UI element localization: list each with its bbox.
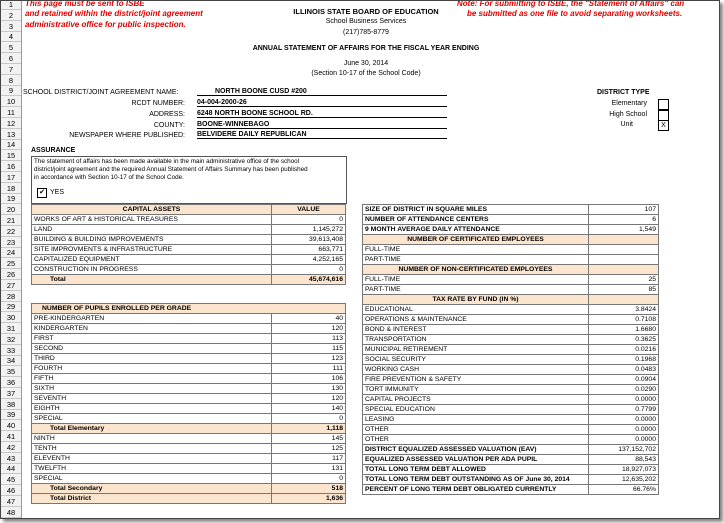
row-number[interactable]: 1 (1, 0, 21, 10)
row-number[interactable]: 32 (1, 335, 21, 345)
row-number[interactable]: 40 (1, 421, 21, 431)
notice-right-line-1: Note: For submitting to ISBE, the "Statement of Affairs" can (457, 0, 685, 8)
row-number[interactable]: 11 (1, 108, 21, 118)
capital-asset-label: BUILDING & BUILDING IMPROVEMENTS (32, 235, 272, 245)
statistics-row (363, 345, 659, 355)
row-number[interactable]: 12 (1, 119, 21, 129)
statistic-value[interactable]: 0.0290 (589, 385, 659, 395)
grade-enrollment-value[interactable]: 0 (272, 414, 346, 424)
statistics-row (363, 475, 659, 485)
row-number[interactable]: 45 (1, 475, 21, 485)
row-number[interactable]: 26 (1, 270, 21, 280)
row-number[interactable]: 8 (1, 76, 21, 86)
grade-enrollment-value[interactable]: 106 (272, 374, 346, 384)
statistic-label: FULL-TIME (363, 245, 589, 255)
statistics-row (363, 375, 659, 385)
capital-asset-value[interactable]: 0 (272, 215, 346, 225)
pupils-grade-row (32, 404, 346, 414)
row-number[interactable]: 38 (1, 400, 21, 410)
row-number[interactable]: 29 (1, 302, 21, 312)
statistic-label: FIRE PREVENTION & SAFETY (363, 375, 589, 385)
row-number[interactable]: 19 (1, 194, 21, 204)
pupils-grade-row (32, 454, 346, 464)
notice-left-line-1: This page must be sent to ISBE (25, 0, 145, 8)
row-number[interactable]: 6 (1, 54, 21, 64)
grade-enrollment-value[interactable]: 123 (272, 354, 346, 364)
grade-enrollment-value[interactable]: 115 (272, 344, 346, 354)
district-type-elementary-label: Elementary (611, 100, 647, 107)
capital-assets-header: CAPITAL ASSETS (32, 205, 272, 215)
pupils-grade-row (32, 444, 346, 454)
statistic-label: PART-TIME (363, 285, 589, 295)
statistic-label: CAPITAL PROJECTS (363, 395, 589, 405)
statistic-label: TOTAL LONG TERM DEBT ALLOWED (363, 465, 589, 475)
pupils-enrolled-table (31, 303, 346, 504)
statistic-value[interactable]: 1,549 (589, 225, 659, 235)
statistics-row (363, 215, 659, 225)
statistic-value[interactable]: 0.0216 (589, 345, 659, 355)
assurance-title: ASSURANCE (31, 147, 76, 154)
statistics-row (363, 335, 659, 345)
grade-enrollment-value[interactable]: 113 (272, 334, 346, 344)
statistics-row (363, 315, 659, 325)
statistics-row (363, 285, 659, 295)
row-number[interactable]: 39 (1, 410, 21, 420)
row-number[interactable]: 43 (1, 454, 21, 464)
grade-label: SECOND (32, 344, 272, 354)
statistics-section-header: NUMBER OF CERTIFICATED EMPLOYEES (363, 235, 589, 245)
row-number[interactable]: 37 (1, 389, 21, 399)
capital-asset-value[interactable]: 1,145,272 (272, 225, 346, 235)
statistics-row (363, 225, 659, 235)
grade-enrollment-value[interactable]: 117 (272, 454, 346, 464)
pupils-grade-row (32, 394, 346, 404)
statistic-value[interactable]: 25 (589, 275, 659, 285)
statistics-row (363, 455, 659, 465)
statistic-label: TRANSPORTATION (363, 335, 589, 345)
statistics-row (363, 365, 659, 375)
district-type-unit-label: Unit (620, 121, 633, 128)
statistic-value[interactable]: 107 (589, 205, 659, 215)
capital-asset-label: SITE IMPROVMENTS & INFRASTRUCTURE (32, 245, 272, 255)
statistics-row (363, 275, 659, 285)
statistics-section-header-row (363, 265, 659, 275)
pupils-header: NUMBER OF PUPILS ENROLLED PER GRADE (32, 304, 346, 314)
notice-right-line-2: be submitted as one file to avoid separating worksheets. (467, 9, 683, 18)
statistic-label: TOTAL LONG TERM DEBT OUTSTANDING AS OF June 30, 2014 (363, 475, 589, 485)
capital-asset-row (32, 245, 346, 255)
statistic-label: NUMBER OF ATTENDANCE CENTERS (363, 215, 589, 225)
grade-enrollment-value: 1,118 (272, 424, 346, 434)
grade-label: Total Elementary (32, 424, 272, 434)
statistics-row (363, 305, 659, 315)
grade-enrollment-value[interactable]: 120 (272, 394, 346, 404)
pupils-grade-row (32, 474, 346, 484)
assurance-box (31, 156, 347, 204)
capital-asset-value[interactable]: 663,771 (272, 245, 346, 255)
capital-asset-value[interactable]: 39,613,408 (272, 235, 346, 245)
capital-assets-total-value: 45,674,616 (272, 275, 346, 285)
row-number[interactable]: 41 (1, 432, 21, 442)
row-number[interactable]: 47 (1, 497, 21, 507)
section-reference: (Section 10-17 of the School Code) (311, 70, 421, 77)
grade-label: THIRD (32, 354, 272, 364)
pupils-grade-row (32, 354, 346, 364)
statistic-value[interactable]: 3.8424 (589, 305, 659, 315)
row-number[interactable]: 22 (1, 227, 21, 237)
statistics-row (363, 465, 659, 475)
pupils-grade-row (32, 344, 346, 354)
pupils-total-row (32, 424, 346, 434)
row-number[interactable]: 18 (1, 184, 21, 194)
statistic-value[interactable]: 137,152,702 (589, 445, 659, 455)
page-title: ANNUAL STATEMENT OF AFFAIRS FOR THE FISCAL YEAR ENDING (252, 45, 480, 52)
grade-label: SIXTH (32, 384, 272, 394)
pupils-grade-row (32, 374, 346, 384)
statistics-section-header-row (363, 235, 659, 245)
statistics-section-header: TAX RATE BY FUND (IN %) (363, 295, 589, 305)
rcdt-label: RCDT NUMBER: (131, 100, 185, 107)
statistic-label: BOND & INTEREST (363, 325, 589, 335)
pupils-grade-row (32, 384, 346, 394)
statistic-value[interactable]: 1.6680 (589, 325, 659, 335)
assurance-checkbox-label: YES (50, 189, 65, 196)
fiscal-year-date: June 30, 2014 (343, 60, 389, 67)
pupils-grade-row (32, 364, 346, 374)
capital-asset-row (32, 235, 346, 245)
row-number[interactable]: 4 (1, 32, 21, 42)
statistic-value[interactable]: 88,543 (589, 455, 659, 465)
capital-assets-total-label: Total (32, 275, 272, 285)
statistic-label: OPERATIONS & MAINTENANCE (363, 315, 589, 325)
row-number[interactable]: 27 (1, 281, 21, 291)
statistics-row (363, 325, 659, 335)
statistic-label: EDUCATIONAL (363, 305, 589, 315)
grade-label: NINTH (32, 434, 272, 444)
statistic-label: OTHER (363, 425, 589, 435)
row-number[interactable]: 16 (1, 162, 21, 172)
agency-name: ILLINOIS STATE BOARD OF EDUCATION (293, 7, 439, 16)
grade-label: FIRST (32, 334, 272, 344)
capital-asset-value[interactable]: 0 (272, 265, 346, 275)
row-number[interactable]: 35 (1, 367, 21, 377)
statistic-value[interactable]: 0.0000 (589, 415, 659, 425)
statistics-row (363, 385, 659, 395)
row-number[interactable]: 31 (1, 324, 21, 334)
grade-label: ELEVENTH (32, 454, 272, 464)
statistic-label: SOCIAL SECURITY (363, 355, 589, 365)
district-name-value[interactable]: NORTH BOONE CUSD #200 (197, 88, 447, 96)
pupils-total-row (32, 494, 346, 504)
statistics-row (363, 205, 659, 215)
row-number[interactable]: 24 (1, 248, 21, 258)
statistic-label: DISTRICT EQUALIZED ASSESSED VALUATION (EAV) (363, 445, 589, 455)
grade-enrollment-value: 1,636 (272, 494, 346, 504)
statistic-label: PERCENT OF LONG TERM DEBT OBLIGATED CURRENTLY (363, 485, 589, 495)
row-number[interactable]: 28 (1, 292, 21, 302)
grade-enrollment-value[interactable]: 111 (272, 364, 346, 374)
capital-asset-row (32, 225, 346, 235)
assurance-checkbox[interactable]: ✔ (37, 188, 47, 198)
statistic-value[interactable]: 18,927,073 (589, 465, 659, 475)
row-number[interactable]: 7 (1, 65, 21, 75)
statistic-value[interactable]: 0.1968 (589, 355, 659, 365)
statistic-label: MUNICIPAL RETIREMENT (363, 345, 589, 355)
pupils-grade-row (32, 314, 346, 324)
row-number[interactable]: 44 (1, 464, 21, 474)
county-value[interactable]: BOONE-WINNEBAGO (197, 121, 447, 129)
pupils-grade-row (32, 414, 346, 424)
grade-enrollment-value[interactable]: 125 (272, 444, 346, 454)
row-number[interactable]: 25 (1, 259, 21, 269)
statistic-value[interactable]: 6 (589, 215, 659, 225)
assurance-text-line-2: district/joint agreement and the required Annual Statement of Affairs Summary has been published (34, 166, 308, 173)
row-number[interactable]: 34 (1, 356, 21, 366)
row-number[interactable]: 9 (1, 86, 21, 96)
grade-enrollment-value[interactable]: 131 (272, 464, 346, 474)
statistic-label: SIZE OF DISTRICT IN SQUARE MILES (363, 205, 589, 215)
grade-enrollment-value[interactable]: 140 (272, 404, 346, 414)
row-number[interactable]: 2 (1, 11, 21, 21)
row-number[interactable]: 13 (1, 130, 21, 140)
grade-label: PRE-KINDERGARTEN (32, 314, 272, 324)
statistic-label: WORKING CASH (363, 365, 589, 375)
statistic-value[interactable]: 0.0483 (589, 365, 659, 375)
row-number[interactable]: 10 (1, 97, 21, 107)
district-type-elementary-box[interactable] (658, 99, 669, 110)
grade-label: KINDERGARTEN (32, 324, 272, 334)
statistics-section-header-row (363, 295, 659, 305)
pupils-grade-row (32, 334, 346, 344)
capital-asset-label: CAPITALIZED EQUIPMENT (32, 255, 272, 265)
statistic-value[interactable]: 0.0000 (589, 435, 659, 445)
row-number[interactable]: 20 (1, 205, 21, 215)
notice-left-line-3: administrative office for public inspection. (25, 20, 186, 29)
grade-label: TWELFTH (32, 464, 272, 474)
grade-label: FOURTH (32, 364, 272, 374)
statistic-value[interactable]: 0.0904 (589, 375, 659, 385)
statistics-row (363, 415, 659, 425)
grade-enrollment-value[interactable]: 120 (272, 324, 346, 334)
district-type-unit-box[interactable]: X (658, 120, 669, 131)
statistic-label: EQUALIZED ASSESSED VALUATION PER ADA PUPIL (363, 455, 589, 465)
statistic-label: SPECIAL EDUCATION (363, 405, 589, 415)
statistics-row (363, 485, 659, 495)
capital-asset-value[interactable]: 4,252,165 (272, 255, 346, 265)
capital-assets-total-row (32, 275, 346, 285)
grade-label: SPECIAL (32, 414, 272, 424)
row-number[interactable]: 33 (1, 346, 21, 356)
row-number[interactable]: 48 (1, 508, 21, 518)
pupils-grade-row (32, 324, 346, 334)
row-number[interactable]: 46 (1, 486, 21, 496)
notice-left-line-2: and retained within the district/joint agreement (25, 9, 203, 18)
row-number[interactable]: 17 (1, 173, 21, 183)
capital-asset-label: CONSTRUCTION IN PROGRESS (32, 265, 272, 275)
statistic-value[interactable] (589, 245, 659, 255)
statistics-row (363, 425, 659, 435)
capital-asset-row (32, 215, 346, 225)
statistic-label: OTHER (363, 435, 589, 445)
division-name: School Business Services (325, 18, 407, 25)
statistic-value[interactable]: 0.0000 (589, 395, 659, 405)
row-number[interactable]: 21 (1, 216, 21, 226)
row-number[interactable]: 36 (1, 378, 21, 388)
capital-assets-value-header: VALUE (272, 205, 346, 215)
district-statistics-table (362, 204, 659, 495)
pupils-grade-row (32, 464, 346, 474)
newspaper-value[interactable]: BELVIDERE DAILY REPUBLICAN (197, 131, 447, 139)
grade-label: FIFTH (32, 374, 272, 384)
row-number[interactable]: 15 (1, 151, 21, 161)
statistic-value[interactable]: 0.0000 (589, 425, 659, 435)
assurance-text-line-3: in accordance with Section 10-17 of the School Code. (34, 174, 184, 181)
grade-label: Total Secondary (32, 484, 272, 494)
grade-label: TENTH (32, 444, 272, 454)
statistics-section-header: NUMBER OF NON-CERTIFICATED EMPLOYEES (363, 265, 589, 275)
statistic-value[interactable]: 66.76% (589, 485, 659, 495)
row-number[interactable]: 42 (1, 443, 21, 453)
row-number-gutter (1, 1, 22, 518)
statistic-label: TORT IMMUNITY (363, 385, 589, 395)
grade-label: SEVENTH (32, 394, 272, 404)
statistic-label: LEASING (363, 415, 589, 425)
statistic-value[interactable]: 0.7799 (589, 405, 659, 415)
assurance-text-line-1: The statement of affairs has been made available in the main administrative office of the school (34, 158, 300, 165)
county-label: COUNTY: (153, 122, 185, 129)
row-number[interactable]: 3 (1, 22, 21, 32)
statistics-row (363, 245, 659, 255)
grade-label: Total District (32, 494, 272, 504)
pupils-grade-row (32, 434, 346, 444)
district-type-title: DISTRICT TYPE (597, 89, 650, 96)
capital-asset-label: WORKS OF ART & HISTORICAL TREASURES (32, 215, 272, 225)
newspaper-label: NEWSPAPER WHERE PUBLISHED: (69, 132, 185, 139)
address-label: ADDRESS: (149, 111, 185, 118)
grade-enrollment-value[interactable]: 145 (272, 434, 346, 444)
address-value[interactable]: 6248 NORTH BOONE SCHOOL RD. (197, 110, 447, 118)
capital-assets-table (31, 204, 346, 285)
district-type-highschool-label: High School (609, 111, 647, 118)
district-name-label: SCHOOL DISTRICT/JOINT AGREEMENT NAME: (23, 89, 179, 96)
pupils-total-row (32, 484, 346, 494)
statistics-row (363, 355, 659, 365)
capital-asset-label: LAND (32, 225, 272, 235)
rcdt-value[interactable]: 04-004-2000-26 (197, 99, 447, 107)
statistic-value[interactable]: 0.3625 (589, 335, 659, 345)
grade-enrollment-value[interactable]: 40 (272, 314, 346, 324)
statistic-value[interactable]: 12,635,202 (589, 475, 659, 485)
statistic-value[interactable] (589, 255, 659, 265)
statistics-row (363, 405, 659, 415)
capital-assets-header-row (32, 205, 346, 215)
statistic-value[interactable]: 85 (589, 285, 659, 295)
statistic-label: FULL-TIME (363, 275, 589, 285)
statistic-label: 9 MONTH AVERAGE DAILY ATTENDANCE (363, 225, 589, 235)
statistic-value[interactable]: 0.7108 (589, 315, 659, 325)
capital-asset-row (32, 255, 346, 265)
row-number[interactable]: 5 (1, 43, 21, 53)
grade-enrollment-value: 518 (272, 484, 346, 494)
row-number[interactable]: 14 (1, 140, 21, 150)
statistics-row (363, 445, 659, 455)
grade-label: SPECIAL (32, 474, 272, 484)
statistic-label: PART-TIME (363, 255, 589, 265)
grade-label: EIGHTH (32, 404, 272, 414)
capital-asset-row (32, 265, 346, 275)
row-number[interactable]: 30 (1, 313, 21, 323)
agency-phone: (217)785-8779 (343, 29, 389, 36)
pupils-header-row (32, 304, 346, 314)
statistics-row (363, 435, 659, 445)
statistics-row (363, 255, 659, 265)
row-number[interactable]: 23 (1, 238, 21, 248)
grade-enrollment-value[interactable]: 130 (272, 384, 346, 394)
grade-enrollment-value[interactable]: 0 (272, 474, 346, 484)
statistics-row (363, 395, 659, 405)
